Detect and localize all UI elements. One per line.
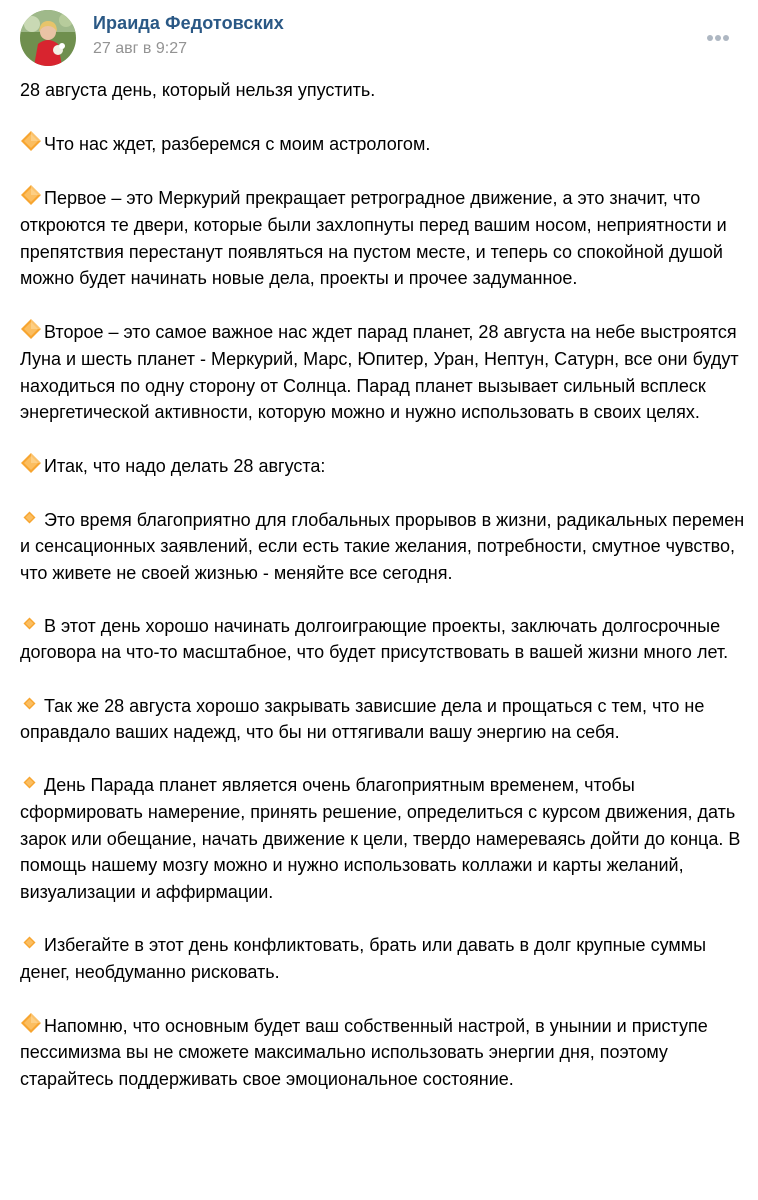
paragraph-text: Второе – это самое важное нас ждет парад планет, 28 августа на небе выстроятся Луна и шесть планет - Меркурий, Марс, Юпитер, Уран, Нептун, Сатурн, все они будут находиться по одну сторону от Солнца. Парад планет вызывает сильный всплеск энергетической активности, которую можно и нужно использовать в своих целях. — [20, 322, 744, 423]
post-paragraph — [20, 932, 745, 985]
post-timestamp[interactable]: 27 авг в 9:27 — [93, 40, 188, 57]
small-orange-diamond-icon — [23, 617, 36, 630]
post-paragraph — [20, 184, 745, 291]
more-options-button[interactable] — [696, 26, 736, 50]
large-orange-diamond-icon — [20, 130, 42, 152]
post-header — [0, 0, 758, 80]
paragraph-text: Первое – это Меркурий прекращает ретроградное движение, а это значит, что откроются те двери, которые были захлопнуты перед вашим носом, неприятности и препятствия перестанут появляться на пустом месте, и теперь со спокойной душой можно будет начинать новые дела, проекты и прочее задуманное. — [20, 188, 732, 289]
post-paragraph — [20, 772, 745, 905]
large-orange-diamond-icon — [20, 318, 42, 340]
more-dots-icon — [707, 35, 713, 41]
paragraph-text: Это время благоприятно для глобальных прорывов в жизни, радикальных перемен и сенсационных заявлений, если есть такие желания, потребности, смутное чувство, что живете не своей жизнью - меняйте все сегодня. — [20, 509, 750, 583]
post-paragraph — [20, 507, 750, 587]
post-paragraph — [20, 613, 745, 666]
small-orange-diamond-icon — [23, 776, 36, 789]
post-paragraph — [20, 130, 745, 158]
paragraph-text: Что нас ждет, разберемся с моим астрологом. — [44, 134, 431, 155]
small-orange-diamond-icon — [23, 697, 36, 710]
small-orange-diamond-icon — [23, 936, 36, 949]
large-orange-diamond-icon — [20, 184, 42, 206]
author-name[interactable]: Ираида Федотовских — [93, 13, 284, 33]
avatar[interactable] — [20, 10, 76, 66]
small-orange-diamond-icon — [23, 511, 36, 524]
paragraph-text: Напомню, что основным будет ваш собственный настрой, в унынии и приступе пессимизма вы не сможете максимально использовать энергии дня, поэтому старайтесь поддерживать свое эмоциональное состояние. — [20, 1015, 713, 1089]
paragraph-text: Итак, что надо делать 28 августа: — [44, 456, 326, 477]
post-paragraph — [20, 452, 745, 480]
paragraph-text: День Парада планет является очень благоприятным временем, чтобы сформировать намерение, принять решение, определиться с курсом движения, дать зарок или обещание, начать движение к цели, твердо намереваясь дойти до конца. В помощь нашему мозгу можно и нужно использовать коллажи и карты желаний, визуализации и аффирмации. — [20, 775, 746, 902]
paragraph-text: Так же 28 августа хорошо закрывать зависшие дела и прощаться с тем, что не оправдало ваших надежд, что бы ни оттягивали вашу энергию на себя. — [20, 695, 710, 743]
paragraph-text: Избегайте в этот день конфликтовать, брать или давать в долг крупные суммы денег, необдуманно рисковать. — [20, 935, 712, 982]
paragraph-text: В этот день хорошо начинать долгоиграющие проекты, заключать долгосрочные договора на что-то масштабное, что будет присутствовать в вашей жизни много лет. — [20, 615, 729, 663]
post-text — [20, 77, 750, 1119]
post-paragraph — [20, 318, 745, 425]
paragraph-text: 28 августа день, который нельзя упустить. — [20, 80, 376, 100]
post-paragraph — [20, 693, 745, 746]
avatar-image — [20, 10, 76, 66]
post-paragraph — [20, 77, 745, 104]
large-orange-diamond-icon — [20, 1012, 42, 1034]
post-paragraph — [20, 1012, 745, 1093]
large-orange-diamond-icon — [20, 452, 42, 474]
